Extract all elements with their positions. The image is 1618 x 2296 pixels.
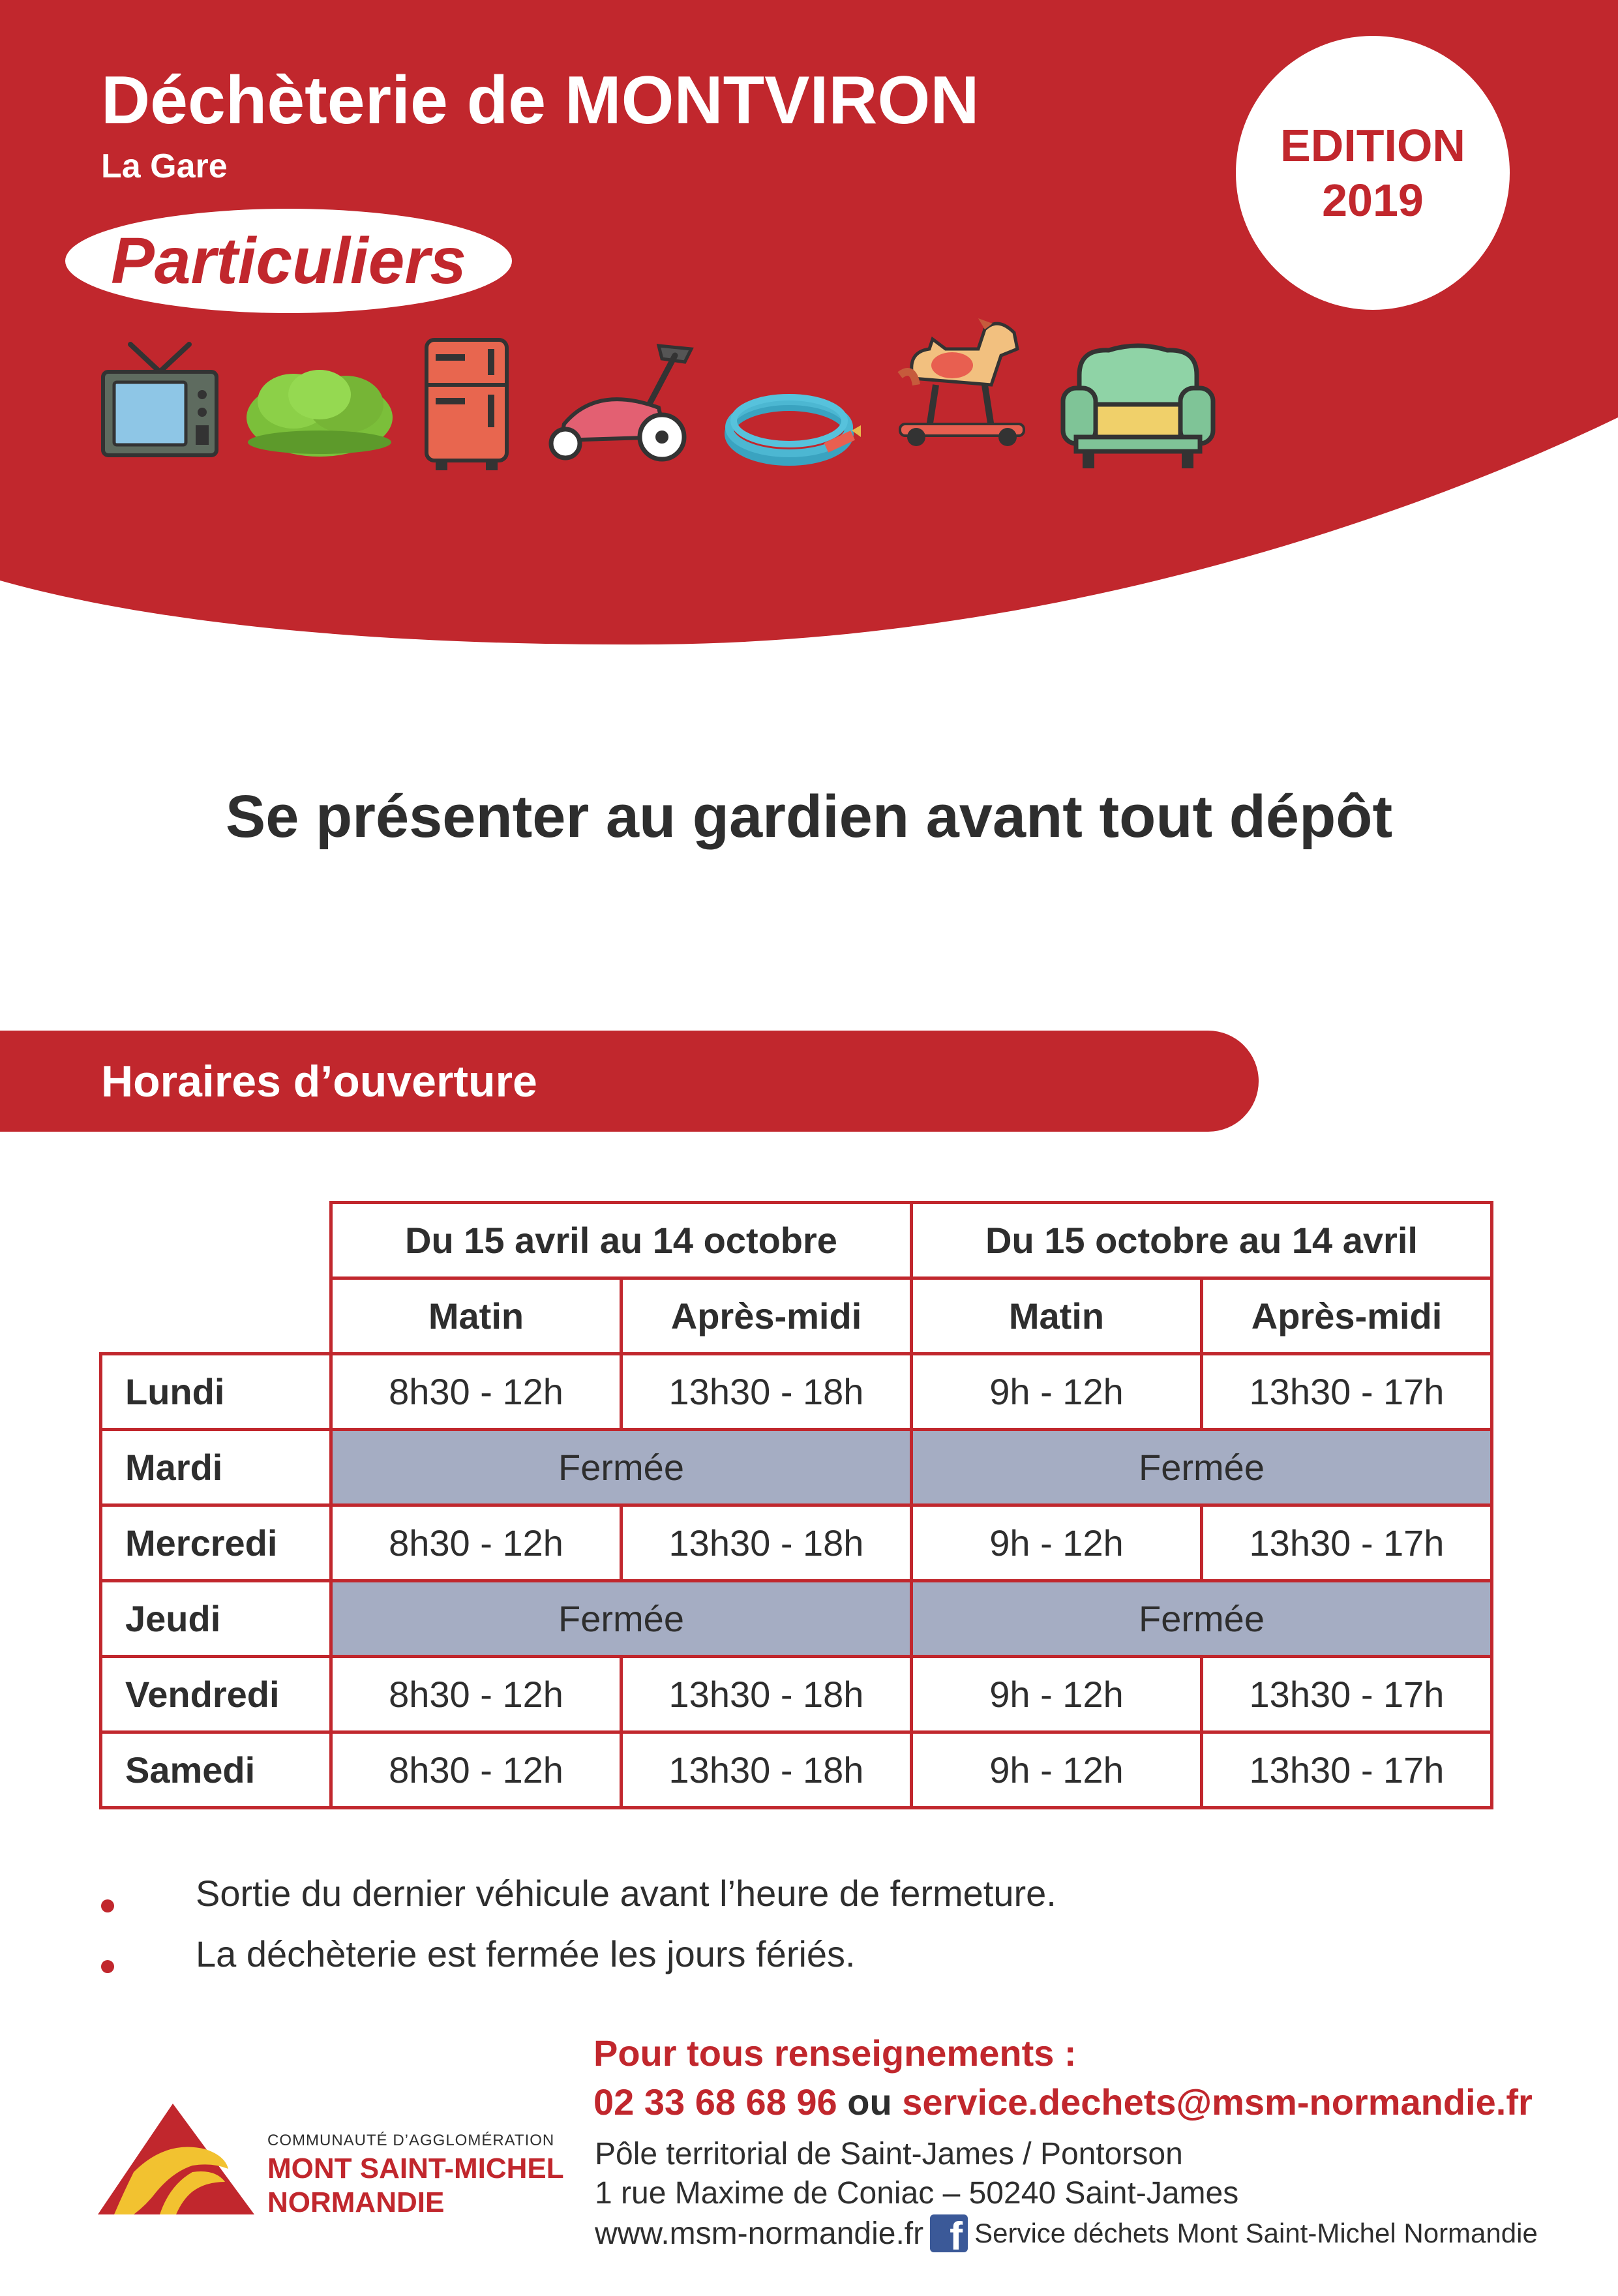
logo-line-1: COMMUNAUTÉ D’AGGLOMÉRATION [267,2132,555,2149]
contact-or: ou [847,2081,892,2122]
day-label: Vendredi [101,1657,331,1732]
hours-cell: 8h30 - 12h [331,1657,622,1732]
hours-cell: 13h30 - 17h [1202,1732,1492,1808]
day-label: Mardi [101,1430,331,1505]
hours-cell: 13h30 - 18h [622,1505,912,1581]
audience-pill [65,209,512,313]
hours-cell: 13h30 - 18h [622,1657,912,1732]
hours-cell: 8h30 - 12h [331,1732,622,1808]
contact-title: Pour tous renseignements : [593,2032,1077,2074]
session-header: Après-midi [622,1278,912,1354]
hours-cell: 13h30 - 17h [1202,1657,1492,1732]
section-header [0,1031,1259,1132]
bullet-icon [101,1899,114,1912]
website-link[interactable]: www.msm-normandie.fr [595,2216,924,2251]
shrub-icon [241,365,398,460]
hours-cell: 9h - 12h [912,1505,1202,1581]
sofa-icon [1060,342,1216,470]
hours-cell: 13h30 - 17h [1202,1354,1492,1430]
fridge-icon [423,336,511,473]
hours-cell: 8h30 - 12h [331,1354,622,1430]
note-item: Sortie du dernier véhicule avant l’heure de fermeture. [196,1873,1056,1914]
logo-line-2: MONT SAINT-MICHEL [267,2152,564,2184]
day-label: Mercredi [101,1505,331,1581]
section-title: Horaires d’ouverture [101,1056,537,1106]
facility-subtitle: La Gare [101,147,228,185]
session-header: Après-midi [1202,1278,1492,1354]
session-header: Matin [912,1278,1202,1354]
hours-cell: 13h30 - 17h [1202,1505,1492,1581]
hours-cell: 13h30 - 18h [622,1354,912,1430]
period-header: Du 15 octobre au 14 avril [912,1203,1492,1278]
rocking-horse-icon [887,313,1027,450]
table-row [101,1430,1492,1505]
instruction-headline: Se présenter au gardien avant tout dépôt [225,783,1393,850]
hours-cell: 9h - 12h [912,1657,1202,1732]
web-row [595,2214,1538,2258]
hours-cell: 9h - 12h [912,1732,1202,1808]
garden-hose-icon [724,385,861,470]
table-row [101,1581,1492,1657]
day-label: Jeudi [101,1581,331,1657]
audience-label: Particuliers [111,224,466,297]
facebook-icon[interactable]: f [930,2214,968,2252]
closed-cell: Fermée [912,1581,1492,1657]
closed-cell: Fermée [331,1581,912,1657]
table-row [101,1657,1492,1732]
note-item: La déchèterie est fermée les jours fériés. [196,1933,856,1974]
logo-line-3: NORMANDIE [267,2186,445,2218]
closed-cell: Fermée [331,1430,912,1505]
facility-title: Déchèterie de MONTVIRON [101,63,980,138]
day-label: Lundi [101,1354,331,1430]
facebook-page-label[interactable]: Service déchets Mont Saint-Michel Normandie [974,2218,1538,2248]
closed-cell: Fermée [912,1430,1492,1505]
table-corner [101,1203,331,1354]
day-label: Samedi [101,1732,331,1808]
agglomeration-logo-icon [95,2100,258,2218]
contact-line [593,2081,1533,2123]
edition-year: 2019 [1322,175,1424,226]
phone-number[interactable]: 02 33 68 68 96 [593,2081,837,2122]
tv-icon [98,339,222,463]
edition-label: EDITION [1280,120,1465,171]
table-row [101,1505,1492,1581]
hours-cell: 8h30 - 12h [331,1505,622,1581]
session-header: Matin [331,1278,622,1354]
period-header: Du 15 avril au 14 octobre [331,1203,912,1278]
lawnmower-icon [545,339,708,470]
address-line-2: 1 rue Maxime de Coniac – 50240 Saint-James [595,2176,1239,2211]
period-header-row [101,1203,1492,1278]
email-link[interactable]: service.dechets@msm-normandie.fr [902,2081,1533,2122]
hours-cell: 9h - 12h [912,1354,1202,1430]
hours-cell: 13h30 - 18h [622,1732,912,1808]
edition-badge [1236,36,1510,310]
table-row [101,1354,1492,1430]
address-line-1: Pôle territorial de Saint-James / Pontorson [595,2137,1183,2171]
bullet-icon [101,1960,114,1973]
table-row [101,1732,1492,1808]
opening-hours-table [99,1201,1493,1809]
